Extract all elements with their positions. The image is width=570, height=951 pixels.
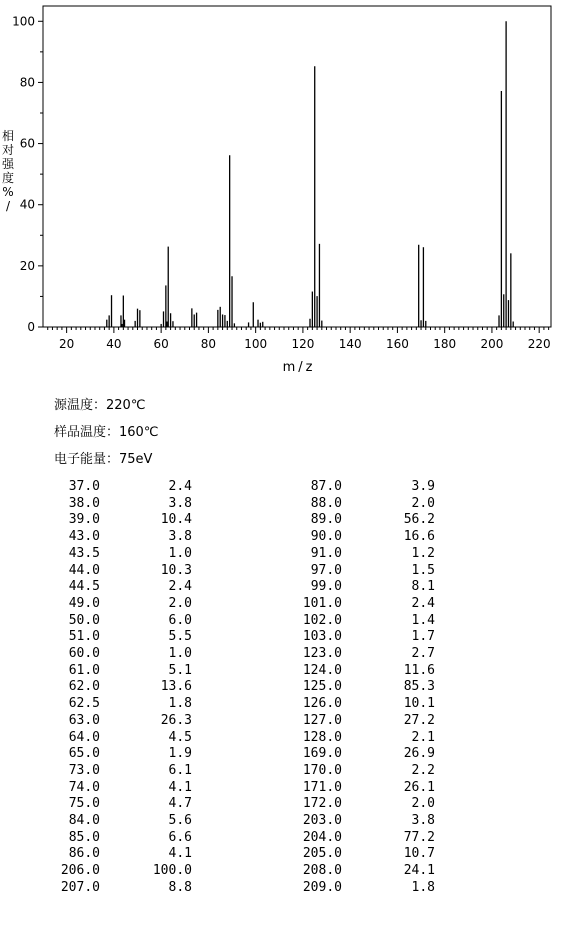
table-cell-intensity: 26.9 [403, 746, 435, 762]
table-cell-intensity: 1.8 [411, 879, 435, 895]
table-cell-mz: 64.0 [68, 729, 100, 745]
table-cell-intensity: 8.1 [411, 579, 435, 595]
table-cell-intensity: 1.0 [168, 545, 192, 561]
table-cell-mz: 44.0 [68, 562, 100, 578]
table-cell-mz: 172.0 [302, 796, 342, 812]
table-cell-mz: 75.0 [68, 796, 100, 812]
table-cell-mz: 61.0 [68, 662, 100, 678]
x-tick-label: 20 [58, 337, 75, 351]
table-cell-mz: 127.0 [302, 712, 342, 728]
table-cell-mz: 90.0 [310, 529, 342, 545]
table-cell-mz: 99.0 [310, 579, 342, 595]
table-cell-mz: 170.0 [302, 762, 342, 778]
table-cell-intensity: 85.3 [403, 679, 435, 695]
table-cell-mz: 73.0 [68, 762, 100, 778]
table-cell-mz: 123.0 [302, 646, 342, 661]
table-cell-mz: 203.0 [302, 813, 342, 828]
table-cell-intensity: 2.4 [168, 479, 192, 494]
x-axis-ticks [59, 327, 551, 351]
table-cell-mz: 88.0 [310, 495, 342, 511]
table-cell-intensity: 6.6 [168, 829, 192, 845]
table-cell-mz: 51.0 [68, 629, 100, 645]
table-cell-intensity: 26.3 [160, 712, 192, 728]
table-cell-mz: 87.0 [310, 479, 342, 494]
table-cell-mz: 38.0 [68, 495, 100, 511]
x-tick-label: 80 [200, 337, 217, 351]
spectrum-peaks [107, 21, 513, 327]
table-cell-intensity: 26.1 [403, 779, 435, 795]
table-cell-mz: 102.0 [302, 612, 342, 628]
table-cell-mz: 204.0 [302, 829, 342, 845]
table-cell-intensity: 5.6 [168, 813, 192, 828]
table-cell-intensity: 2.4 [168, 579, 192, 595]
table-cell-intensity: 6.1 [168, 762, 192, 778]
table-cell-mz: 103.0 [302, 629, 342, 645]
table-cell-mz: 50.0 [68, 612, 100, 628]
table-cell-intensity: 3.9 [411, 479, 435, 494]
table-cell-intensity: 5.1 [168, 662, 192, 678]
table-cell-mz: 208.0 [302, 863, 342, 879]
table-cell-intensity: 1.4 [411, 612, 435, 628]
x-tick-label: 60 [153, 337, 169, 351]
table-cell-mz: 63.0 [68, 712, 100, 728]
table-cell-intensity: 1.0 [168, 646, 192, 661]
table-cell-intensity: 27.2 [403, 712, 435, 728]
table-cell-intensity: 4.5 [168, 729, 192, 745]
table-cell-mz: 124.0 [302, 662, 342, 678]
x-tick-label: 180 [433, 337, 457, 351]
x-tick-label: 120 [291, 337, 315, 351]
table-cell-intensity: 2.7 [411, 646, 435, 661]
table-cell-intensity: 8.8 [168, 879, 192, 895]
table-cell-mz: 101.0 [302, 595, 342, 611]
table-cell-mz: 97.0 [310, 562, 342, 578]
table-cell-mz: 171.0 [302, 779, 342, 795]
table-cell-mz: 86.0 [68, 846, 100, 862]
table-cell-intensity: 1.7 [411, 629, 435, 645]
table-cell-intensity: 1.8 [168, 696, 192, 712]
y-axis-label: 相对强度% / [1, 129, 15, 213]
table-cell-intensity: 2.2 [411, 762, 435, 778]
sample-temperature: 样品温度：160℃ [54, 425, 159, 440]
table-cell-intensity: 1.9 [168, 746, 192, 762]
table-cell-intensity: 3.8 [168, 529, 192, 545]
table-cell-mz: 43.0 [68, 529, 100, 545]
table-cell-intensity: 4.7 [168, 796, 192, 812]
table-cell-mz: 39.0 [68, 512, 100, 528]
table-cell-intensity: 4.1 [168, 779, 192, 795]
table-cell-mz: 209.0 [302, 879, 342, 895]
table-cell-mz: 37.0 [68, 479, 100, 494]
y-tick-label: 80 [19, 75, 35, 90]
table-cell-mz: 62.0 [68, 679, 100, 695]
plot-frame [43, 6, 551, 327]
table-cell-intensity: 3.8 [411, 813, 435, 828]
y-tick-label: 20 [19, 258, 35, 273]
table-cell-intensity: 10.1 [403, 696, 435, 712]
table-cell-mz: 207.0 [60, 879, 100, 895]
table-cell-mz: 65.0 [68, 746, 100, 762]
x-tick-label: 40 [106, 337, 122, 351]
table-cell-mz: 169.0 [302, 746, 342, 762]
table-cell-intensity: 2.0 [168, 595, 192, 611]
table-cell-intensity: 77.2 [403, 829, 435, 845]
table-cell-intensity: 6.0 [168, 612, 192, 628]
x-tick-label: 140 [338, 337, 362, 351]
table-cell-intensity: 13.6 [160, 679, 192, 695]
table-cell-intensity: 5.5 [168, 629, 192, 645]
x-tick-label: 100 [244, 337, 268, 351]
table-cell-mz: 84.0 [68, 813, 100, 828]
y-tick-label: 60 [19, 136, 35, 151]
electron-energy: 电子能量：75eV [54, 452, 153, 467]
table-cell-intensity: 24.1 [403, 863, 435, 879]
table-cell-intensity: 2.0 [411, 796, 435, 812]
y-axis-ticks [12, 14, 43, 334]
table-cell-intensity: 3.8 [168, 495, 192, 511]
table-cell-intensity: 2.0 [411, 495, 435, 511]
table-cell-mz: 206.0 [60, 863, 100, 879]
table-cell-mz: 85.0 [68, 829, 100, 845]
table-cell-intensity: 1.5 [411, 562, 435, 578]
table-cell-mz: 60.0 [68, 646, 100, 661]
table-cell-intensity: 4.1 [168, 846, 192, 862]
source-temperature: 源温度：220℃ [54, 398, 146, 413]
table-cell-intensity: 10.3 [160, 562, 192, 578]
table-cell-mz: 74.0 [68, 779, 100, 795]
table-cell-mz: 125.0 [302, 679, 342, 695]
table-cell-intensity: 2.4 [411, 595, 435, 611]
table-cell-intensity: 10.7 [403, 846, 435, 862]
x-axis-label: m/z [282, 360, 316, 375]
table-cell-mz: 89.0 [310, 512, 342, 528]
x-tick-label: 200 [480, 337, 504, 351]
table-cell-mz: 43.5 [68, 545, 100, 561]
y-tick-label: 40 [19, 197, 35, 212]
table-cell-mz: 91.0 [310, 545, 342, 561]
table-cell-mz: 49.0 [68, 595, 100, 611]
table-cell-mz: 44.5 [68, 579, 100, 595]
y-tick-label: 100 [12, 14, 35, 29]
x-tick-label: 160 [385, 337, 409, 351]
table-cell-mz: 126.0 [302, 696, 342, 712]
table-cell-intensity: 10.4 [160, 512, 192, 528]
x-minor-ticks [48, 327, 549, 330]
table-cell-intensity: 56.2 [403, 512, 435, 528]
x-tick-label: 220 [527, 337, 551, 351]
table-cell-intensity: 100.0 [152, 863, 192, 879]
y-tick-label: 0 [27, 320, 35, 334]
table-cell-intensity: 1.2 [411, 545, 435, 561]
mass-spectrum-chart [0, 0, 570, 380]
table-cell-intensity: 2.1 [411, 729, 435, 745]
table-cell-intensity: 11.6 [403, 662, 435, 678]
table-cell-mz: 62.5 [68, 696, 100, 712]
table-cell-mz: 128.0 [302, 729, 342, 745]
table-cell-mz: 205.0 [302, 846, 342, 862]
table-cell-intensity: 16.6 [403, 529, 435, 545]
